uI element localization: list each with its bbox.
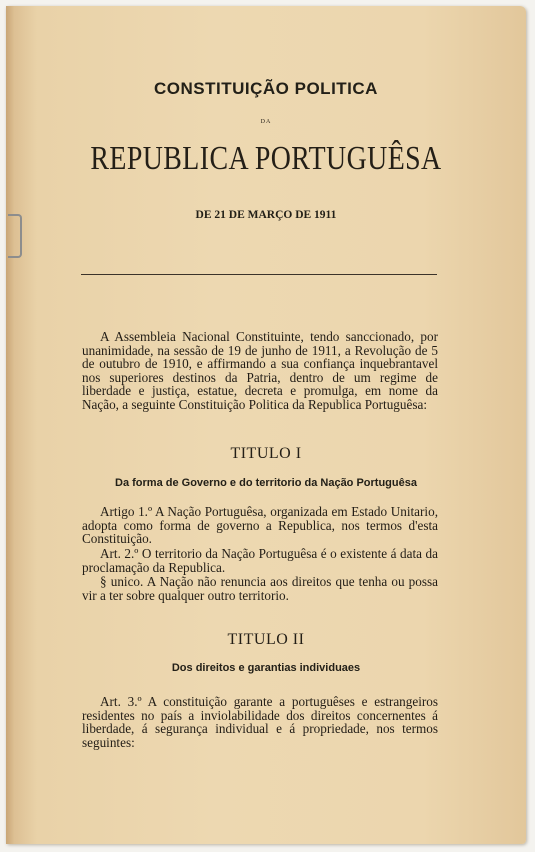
titulo-2-subheading: Dos direitos e garantias individuaes xyxy=(171,662,361,674)
article-1: Artigo 1.º A Nação Portuguêsa, organizada em Estado Unitario, adopta como forma de governo a Republica, nos termos d'esta Constituição. xyxy=(82,504,438,547)
titulo-2-heading: TITULO II xyxy=(227,631,305,648)
separator-rule xyxy=(81,274,437,275)
article-3: Art. 3.º A constituição garante a portuguêses e estrangeiros residentes no país a inviolabilidade dos direitos concernentes á liberdade, á segurança individual e á propriedade, nos termos seguintes: xyxy=(82,694,438,750)
article-2: Art. 2.º O territorio da Nação Portuguêsa é o existente á data da proclamação da Republica. xyxy=(82,546,438,575)
preamble-paragraph: A Assembleia Nacional Constituinte, tendo sanccionado, por unanimidade, na sessão de 19 de junho de 1911, a Revolução de 5 de outubro de 1910, e affirmando a sua confiança inquebrantavel nos superiores destinos da Patria, dentro de um regime de liberdade e justiça, estatue, decreta e promulga, em nome da Nação, a seguinte Constituição Politica da Republica Portuguêsa: xyxy=(82,329,438,412)
page-spine xyxy=(6,6,14,844)
titulo-1-heading: TITULO I xyxy=(230,445,302,462)
title-connector: DA xyxy=(260,119,272,125)
date-line: DE 21 DE MARÇO DE 1911 xyxy=(195,209,337,221)
main-title: CONSTITUIÇÃO POLITICA xyxy=(154,79,378,98)
document-page xyxy=(6,6,526,844)
republic-title: REPUBLICA PORTUGUÊSA xyxy=(90,140,442,177)
titulo-1-subheading: Da forma de Governo e do territorio da Nação Portuguêsa xyxy=(115,477,417,489)
article-2-paragraph-unico: § unico. A Nação não renuncia aos direitos que tenha ou possa vir a ter sobre qualquer outro territorio. xyxy=(82,574,438,603)
